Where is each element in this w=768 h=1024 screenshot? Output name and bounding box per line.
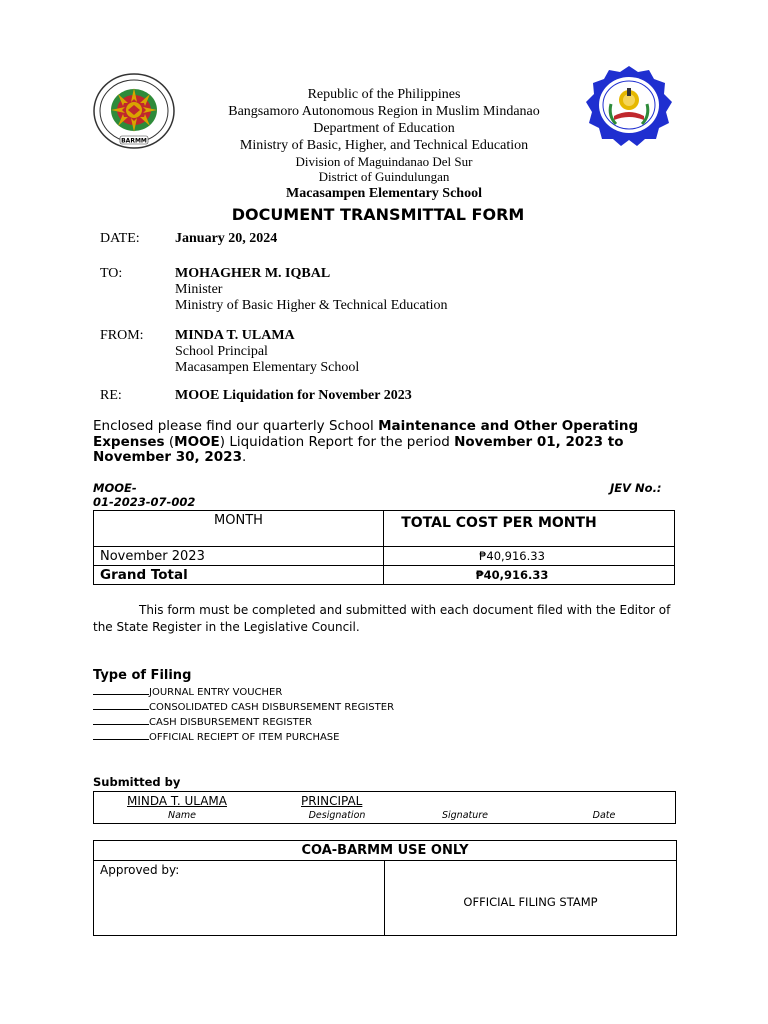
from-office: Macasampen Elementary School — [175, 360, 360, 375]
submitted-by-box — [93, 791, 676, 824]
from-label: FROM: — [100, 328, 144, 343]
grand-total-label: Grand Total — [94, 566, 384, 585]
caption-name: Name — [167, 810, 197, 821]
to-block — [175, 266, 447, 314]
header-division: Division of Maguindanao Del Sur — [295, 154, 473, 169]
col-header-total-cost: TOTAL COST PER MONTH — [384, 511, 675, 547]
body-paragraph: Enclosed please find our quarterly School Maintenance and Other Operating Expenses (MOOE) Liquidation Report for the period November 01, 2023 to November 30, 2023. — [93, 418, 639, 465]
header-school: Macasampen Elementary School — [286, 186, 482, 201]
row-cost: ₱40,916.33 — [384, 547, 675, 566]
form-note: This form must be completed and submitted with each document filed with the Editor of the State Register in the Legislative Council. — [93, 603, 671, 634]
from-name: MINDA T. ULAMA — [175, 328, 295, 343]
filing-option-cdr[interactable]: CASH DISBURSEMENT REGISTER — [93, 716, 312, 728]
caption-signature: Signature — [441, 810, 489, 821]
col-header-month: MONTH — [94, 511, 384, 547]
to-title: Minister — [175, 282, 223, 297]
filing-type-title: Type of Filing — [93, 668, 192, 683]
submitted-by-label: Submitted by — [93, 775, 181, 789]
to-name: MOHAGHER M. IQBAL — [175, 266, 331, 281]
from-block — [175, 328, 359, 376]
coa-title: COA-BARMM USE ONLY — [94, 841, 676, 861]
filing-option-receipt[interactable]: OFFICIAL RECIEPT OF ITEM PURCHASE — [93, 731, 339, 743]
caption-date: Date — [592, 810, 616, 821]
cost-table — [93, 510, 675, 585]
header-deped: Department of Education — [313, 121, 455, 136]
official-filing-stamp-label: OFFICIAL FILING STAMP — [463, 895, 598, 909]
form-title: DOCUMENT TRANSMITTAL FORM — [231, 205, 525, 224]
header-ministry: Ministry of Basic, Higher, and Technical Education — [239, 138, 529, 153]
caption-designation: Designation — [308, 810, 366, 821]
header-barmm: Bangsamoro Autonomous Region in Muslim Mindanao — [228, 104, 540, 119]
date-label: DATE: — [100, 231, 140, 246]
filing-option-jev[interactable]: JOURNAL ENTRY VOUCHER — [93, 686, 282, 698]
from-title: School Principal — [175, 344, 268, 359]
header-district: District of Guindulungan — [318, 169, 450, 184]
approved-by-label: Approved by: — [100, 863, 180, 877]
submitter-name: MINDA T. ULAMA — [127, 794, 227, 808]
re-label: RE: — [100, 388, 122, 403]
filing-option-ccdr[interactable]: CONSOLIDATED CASH DISBURSEMENT REGISTER — [93, 701, 394, 713]
left-logo-bottom-text: BARMM — [121, 137, 147, 145]
re-value: MOOE Liquidation for November 2023 — [175, 388, 412, 403]
to-label: TO: — [100, 266, 123, 281]
grand-total-cost: ₱40,916.33 — [384, 566, 675, 585]
mooe-reference: MOOE- 01-2023-07-002 — [93, 481, 196, 509]
row-month: November 2023 — [94, 547, 384, 566]
jev-number-label: JEV No.: — [610, 481, 662, 495]
coa-use-only-box — [93, 840, 677, 936]
to-office: Ministry of Basic Higher & Technical Education — [175, 298, 448, 313]
date-value: January 20, 2024 — [175, 231, 278, 246]
header-republic: Republic of the Philippines — [307, 87, 461, 102]
submitter-designation: PRINCIPAL — [301, 794, 363, 808]
